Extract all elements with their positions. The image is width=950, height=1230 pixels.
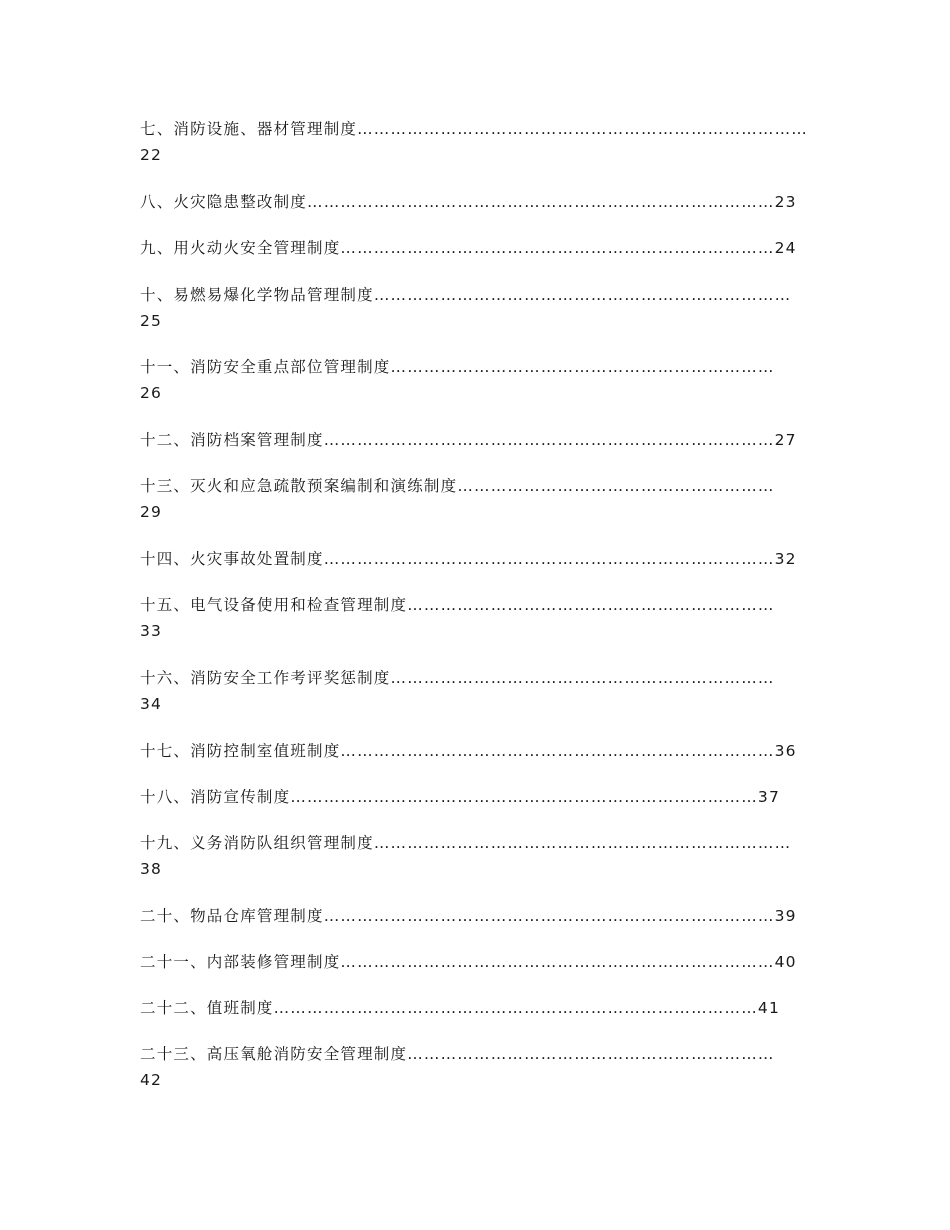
toc-page-number: 37 <box>757 788 781 806</box>
toc-entry-line <box>140 427 820 453</box>
toc-entry-label: 七、消防设施、器材管理制度 <box>140 120 358 138</box>
toc-leader: ………………………………………………………………………… <box>307 193 775 211</box>
toc-entry[interactable] <box>140 189 820 215</box>
toc-entry-label: 九、用火动火安全管理制度 <box>140 239 341 257</box>
toc-entry[interactable] <box>140 235 820 261</box>
toc-entry-line <box>140 189 820 215</box>
toc-entry-line <box>140 235 820 261</box>
toc-leader: …………………………………………………………………… <box>340 953 775 971</box>
toc-entry-label: 十四、火灾事故处置制度 <box>140 550 324 568</box>
toc-entry-line <box>140 830 820 856</box>
toc-leader: ………………………………………………………… <box>407 596 775 614</box>
toc-entry-line <box>140 995 820 1021</box>
toc-entry-label: 二十二、值班制度 <box>140 999 274 1017</box>
toc-entry-line <box>140 665 820 691</box>
toc-entry-label: 二十、物品仓库管理制度 <box>140 907 324 925</box>
toc-entry[interactable] <box>140 427 820 453</box>
toc-leader: ………………………………………………………………… <box>373 834 792 852</box>
toc-page-number: 40 <box>774 953 797 971</box>
toc-entry-label: 二十三、高压氧舱消防安全管理制度 <box>140 1045 408 1063</box>
toc-entry-label: 十九、义务消防队组织管理制度 <box>140 834 374 852</box>
toc-entry[interactable] <box>140 592 820 644</box>
toc-entry[interactable] <box>140 282 820 334</box>
toc-entry-line <box>140 903 820 929</box>
toc-leader: ………………………………………………… <box>457 477 775 495</box>
toc-leader: ……………………………………………………………………… <box>323 550 775 568</box>
toc-entry-label: 十一、消防安全重点部位管理制度 <box>140 358 391 376</box>
toc-entry-line <box>140 592 820 618</box>
toc-page-number: 22 <box>140 146 163 164</box>
toc-leader: ………………………………………………………………………… <box>290 788 758 806</box>
toc-entry[interactable] <box>140 354 820 406</box>
toc-entry-label: 八、火灾隐患整改制度 <box>140 193 308 211</box>
toc-entry[interactable] <box>140 546 820 572</box>
toc-entry-line <box>140 949 820 975</box>
toc-page-number: 29 <box>140 503 163 521</box>
toc-entry[interactable] <box>140 830 820 882</box>
toc-page-number: 41 <box>757 999 781 1017</box>
toc-entry-label: 十七、消防控制室值班制度 <box>140 742 341 760</box>
toc-page-number: 34 <box>140 695 163 713</box>
toc-page-number: 25 <box>140 312 163 330</box>
toc-leader: …………………………………………………………… <box>390 358 775 376</box>
toc-leader: ……………………………………………………………………… <box>323 431 775 449</box>
toc-leader: …………………………………………………………………… <box>340 742 775 760</box>
toc-entry-label: 十八、消防宣传制度 <box>140 788 291 806</box>
toc-entry[interactable] <box>140 995 820 1021</box>
toc-entry[interactable] <box>140 949 820 975</box>
toc-entry-label: 十五、电气设备使用和检查管理制度 <box>140 596 408 614</box>
toc-leader: ………………………………………………………… <box>407 1045 775 1063</box>
toc-leader: ……………………………………………………………………… <box>357 120 809 138</box>
toc-entry-label: 十六、消防安全工作考评奖惩制度 <box>140 669 391 687</box>
toc-entry[interactable] <box>140 1041 820 1093</box>
toc-page-number: 26 <box>140 384 163 402</box>
toc-entry[interactable] <box>140 665 820 717</box>
toc-leader: …………………………………………………………………… <box>340 239 775 257</box>
toc-entry-line <box>140 546 820 572</box>
toc-page-number: 32 <box>774 550 797 568</box>
toc-entry-label: 十二、消防档案管理制度 <box>140 431 324 449</box>
toc-entry-line <box>140 282 820 308</box>
toc-entry[interactable] <box>140 116 820 168</box>
toc-leader: ………………………………………………………………… <box>373 286 792 304</box>
toc-entry-line <box>140 1041 820 1067</box>
toc-entry[interactable] <box>140 738 820 764</box>
toc-page-number: 39 <box>774 907 797 925</box>
toc-page-number: 33 <box>140 622 163 640</box>
toc-entry[interactable] <box>140 903 820 929</box>
toc-entry-label: 十、易燃易爆化学物品管理制度 <box>140 286 374 304</box>
toc-leader: …………………………………………………………………………… <box>273 999 758 1017</box>
toc-entry[interactable] <box>140 473 820 525</box>
toc-page-number: 23 <box>774 193 797 211</box>
toc-page-number: 38 <box>140 860 163 878</box>
toc-leader: …………………………………………………………… <box>390 669 775 687</box>
toc-entry-label: 二十一、内部装修管理制度 <box>140 953 341 971</box>
toc-page-number: 42 <box>140 1071 163 1089</box>
toc-entry-line <box>140 784 820 810</box>
toc-leader: ……………………………………………………………………… <box>323 907 775 925</box>
toc-entry-line <box>140 116 820 142</box>
toc-page-number: 27 <box>774 431 797 449</box>
toc-entry-line <box>140 354 820 380</box>
toc-entry-label: 十三、灭火和应急疏散预案编制和演练制度 <box>140 477 458 495</box>
toc-page-number: 24 <box>774 239 797 257</box>
toc-entry-line <box>140 738 820 764</box>
toc-page-number: 36 <box>774 742 797 760</box>
toc-entry-line <box>140 473 820 499</box>
toc-entry[interactable] <box>140 784 820 810</box>
